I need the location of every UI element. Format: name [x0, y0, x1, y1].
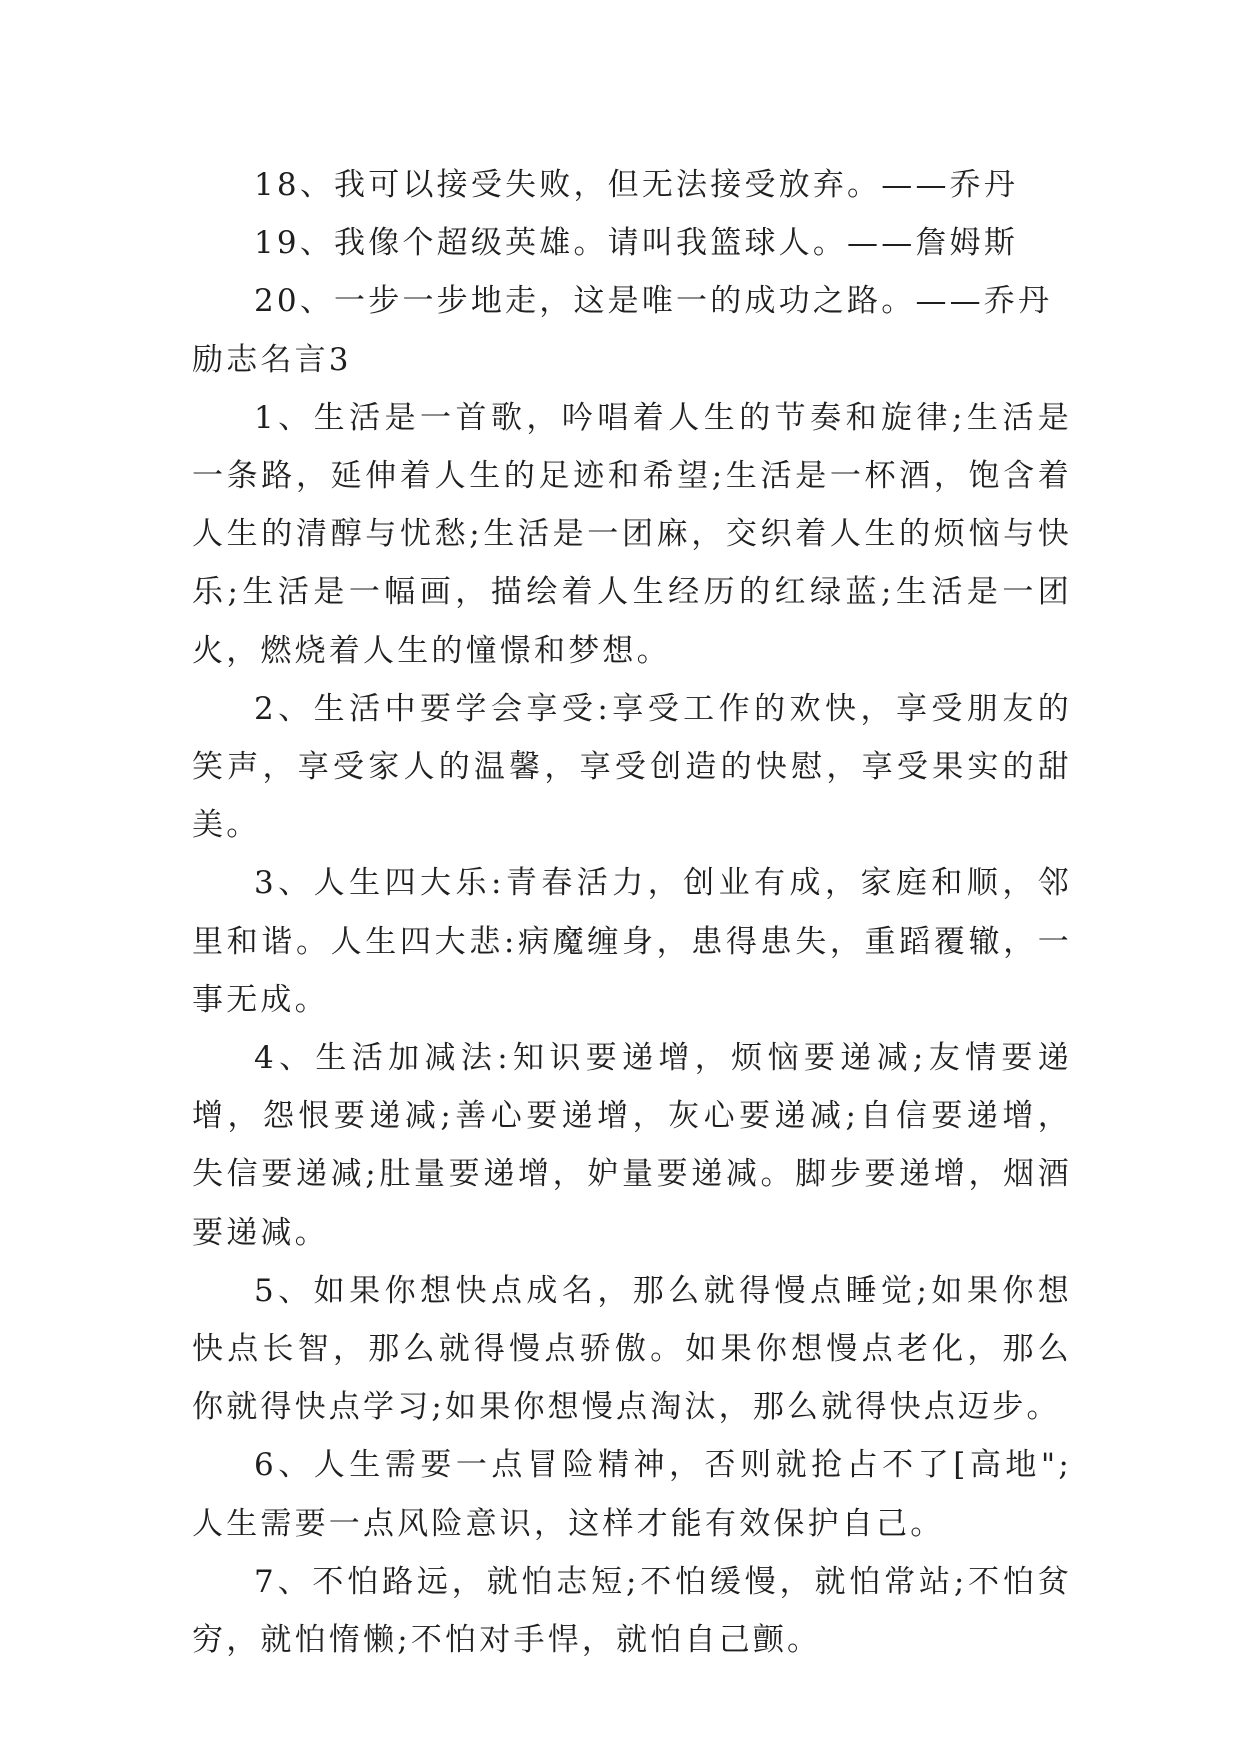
paragraph-2: 2、生活中要学会享受:享受工作的欢快，享受朋友的笑声，享受家人的温馨，享受创造的快慰，享受果实的甜美。 [192, 690, 1072, 844]
paragraph-5: 5、如果你想快点成名，那么就得慢点睡觉;如果你想快点长智，那么就得慢点骄傲。如果你想慢点老化，那么你就得快点学习;如果你想慢点淘汰，那么就得快点迈步。 [192, 1272, 1072, 1426]
paragraph-7: 7、不怕路远，就怕志短;不怕缓慢，就怕常站;不怕贫穷，就怕惰懒;不怕对手悍，就怕自己颤。 [192, 1563, 1072, 1659]
quote-line-20: 20、一步一步地走，这是唯一的成功之路。——乔丹 [254, 283, 1053, 320]
paragraph-4: 4、生活加减法:知识要递增，烦恼要递减;友情要递增，怨恨要递减;善心要递增，灰心要递减;自信要递增，失信要递减;肚量要递增，妒量要递减。脚步要递增，烟酒要递减。 [192, 1040, 1072, 1251]
quote-line-18: 18、我可以接受失败，但无法接受放弃。——乔丹 [254, 167, 1019, 203]
quote-line-19: 19、我像个超级英雄。请叫我篮球人。——詹姆斯 [254, 225, 1019, 262]
paragraph-1: 1、生活是一首歌，吟唱着人生的节奏和旋律;生活是一条路，延伸着人生的足迹和希望;生活是一杯酒，饱含着人生的清醇与忧愁;生活是一团麻，交织着人生的烦恼与快乐;生活是一幅画，描绘着人生经历的红绿蓝;生活是一团火，燃烧着人生的憧憬和梦想。 [192, 399, 1072, 669]
document-body [192, 156, 1072, 1669]
paragraph-6: 6、人生需要一点冒险精神，否则就抢占不了[高地";人生需要一点风险意识，这样才能有效保护自己。 [192, 1447, 1072, 1542]
section-heading: 励志名言3 [192, 341, 352, 378]
paragraph-3: 3、人生四大乐:青春活力，创业有成，家庭和顺，邻里和谐。人生四大悲:病魔缠身，患得患失，重蹈覆辙，一事无成。 [192, 865, 1072, 1018]
